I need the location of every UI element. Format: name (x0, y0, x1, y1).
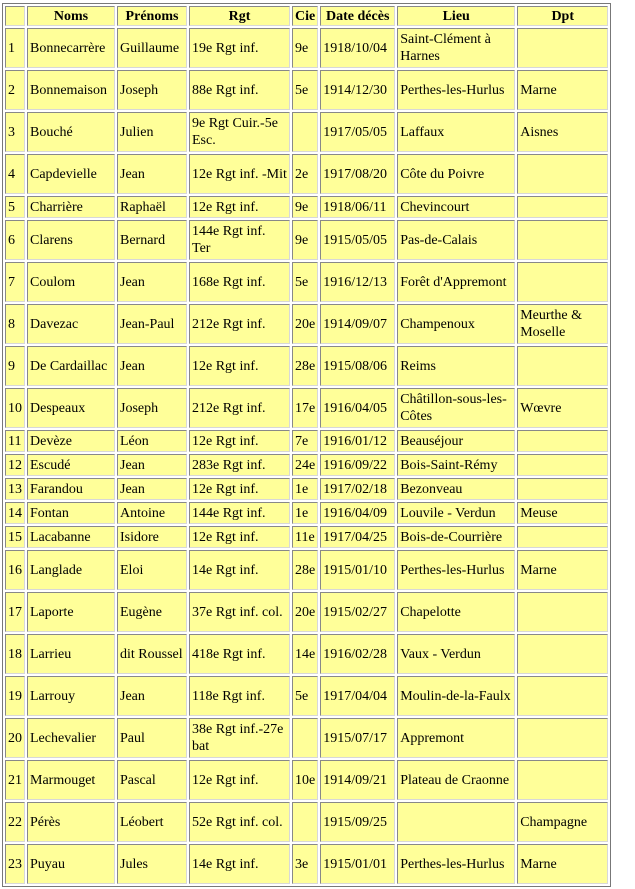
row-number: 20 (5, 718, 25, 758)
compagnie-cell: 14e (292, 634, 318, 674)
date-deces-cell: 1915/01/10 (320, 550, 395, 590)
lieu-cell: Reims (397, 346, 515, 386)
date-deces-cell: 1917/04/25 (320, 526, 395, 548)
table-row (5, 28, 608, 68)
prenom-cell: Jean (117, 454, 187, 476)
nom-cell: Capdevielle (27, 154, 115, 194)
nom-cell: De Cardaillac (27, 346, 115, 386)
lieu-cell: Chapelotte (397, 592, 515, 632)
prenom-cell: Joseph (117, 388, 187, 428)
compagnie-cell: 7e (292, 430, 318, 452)
date-deces-cell: 1915/05/05 (320, 220, 395, 260)
departement-cell: Meuse (517, 502, 608, 524)
nom-cell: Fontan (27, 502, 115, 524)
regiment-cell: 52e Rgt inf. col. (189, 802, 290, 842)
date-deces-cell: 1916/09/22 (320, 454, 395, 476)
table-row (5, 478, 608, 500)
table-body (5, 28, 608, 884)
date-deces-cell: 1917/08/20 (320, 154, 395, 194)
date-deces-cell: 1914/09/21 (320, 760, 395, 800)
prenom-cell: Guillaume (117, 28, 187, 68)
compagnie-cell: 24e (292, 454, 318, 476)
prenom-cell: Jean (117, 478, 187, 500)
table-row (5, 388, 608, 428)
col-header-number (5, 6, 25, 26)
row-number: 18 (5, 634, 25, 674)
date-deces-cell: 1918/06/11 (320, 196, 395, 218)
nom-cell: Lechevalier (27, 718, 115, 758)
table-row (5, 802, 608, 842)
regiment-cell: 12e Rgt inf. -Mit (189, 154, 290, 194)
regiment-cell: 144e Rgt inf. Ter (189, 220, 290, 260)
date-deces-cell: 1915/02/27 (320, 592, 395, 632)
lieu-cell: Beauséjour (397, 430, 515, 452)
compagnie-cell: 20e (292, 592, 318, 632)
col-header-prenoms: Prénoms (117, 6, 187, 26)
prenom-cell: Julien (117, 112, 187, 152)
table-row (5, 454, 608, 476)
departement-cell (517, 592, 608, 632)
row-number: 12 (5, 454, 25, 476)
prenom-cell: Jean (117, 676, 187, 716)
row-number: 11 (5, 430, 25, 452)
regiment-cell: 19e Rgt inf. (189, 28, 290, 68)
row-number: 15 (5, 526, 25, 548)
departement-cell (517, 526, 608, 548)
prenom-cell: Jean-Paul (117, 304, 187, 344)
row-number: 17 (5, 592, 25, 632)
date-deces-cell: 1916/12/13 (320, 262, 395, 302)
row-number: 16 (5, 550, 25, 590)
regiment-cell: 212e Rgt inf. (189, 304, 290, 344)
lieu-cell: Perthes-les-Hurlus (397, 844, 515, 884)
regiment-cell: 12e Rgt inf. (189, 430, 290, 452)
compagnie-cell: 9e (292, 220, 318, 260)
row-number: 6 (5, 220, 25, 260)
table-row (5, 304, 608, 344)
prenom-cell: Jean (117, 346, 187, 386)
regiment-cell: 14e Rgt inf. (189, 550, 290, 590)
lieu-cell: Bois-Saint-Rémy (397, 454, 515, 476)
compagnie-cell: 1e (292, 502, 318, 524)
nom-cell: Charrière (27, 196, 115, 218)
nom-cell: Farandou (27, 478, 115, 500)
date-deces-cell: 1917/02/18 (320, 478, 395, 500)
departement-cell (517, 346, 608, 386)
lieu-cell: Plateau de Craonne (397, 760, 515, 800)
prenom-cell: Joseph (117, 70, 187, 110)
departement-cell (517, 478, 608, 500)
lieu-cell: Moulin-de-la-Faulx (397, 676, 515, 716)
row-number: 19 (5, 676, 25, 716)
table-row (5, 112, 608, 152)
regiment-cell: 212e Rgt inf. (189, 388, 290, 428)
departement-cell: Aisnes (517, 112, 608, 152)
lieu-cell: Louvile - Verdun (397, 502, 515, 524)
compagnie-cell: 9e (292, 28, 318, 68)
prenom-cell: Jean (117, 154, 187, 194)
regiment-cell: 12e Rgt inf. (189, 196, 290, 218)
departement-cell (517, 634, 608, 674)
regiment-cell: 418e Rgt inf. (189, 634, 290, 674)
compagnie-cell (292, 112, 318, 152)
prenom-cell: Paul (117, 718, 187, 758)
departement-cell (517, 676, 608, 716)
date-deces-cell: 1916/04/09 (320, 502, 395, 524)
departement-cell (517, 262, 608, 302)
departement-cell (517, 430, 608, 452)
departement-cell: Marne (517, 70, 608, 110)
compagnie-cell: 17e (292, 388, 318, 428)
col-header-date-deces: Date décès (320, 6, 395, 26)
row-number: 9 (5, 346, 25, 386)
compagnie-cell: 10e (292, 760, 318, 800)
nom-cell: Davezac (27, 304, 115, 344)
date-deces-cell: 1917/05/05 (320, 112, 395, 152)
prenom-cell: Raphaël (117, 196, 187, 218)
nom-cell: Escudé (27, 454, 115, 476)
table-row (5, 262, 608, 302)
regiment-cell: 14e Rgt inf. (189, 844, 290, 884)
prenom-cell: Antoine (117, 502, 187, 524)
date-deces-cell: 1915/01/01 (320, 844, 395, 884)
regiment-cell: 12e Rgt inf. (189, 760, 290, 800)
table-row (5, 346, 608, 386)
lieu-cell: Appremont (397, 718, 515, 758)
lieu-cell: Champenoux (397, 304, 515, 344)
col-header-noms: Noms (27, 6, 115, 26)
table-row (5, 526, 608, 548)
row-number: 21 (5, 760, 25, 800)
nom-cell: Laporte (27, 592, 115, 632)
header-row (5, 6, 608, 26)
table-row (5, 196, 608, 218)
regiment-cell: 38e Rgt inf.-27e bat (189, 718, 290, 758)
departement-cell (517, 454, 608, 476)
compagnie-cell: 28e (292, 346, 318, 386)
nom-cell: Larrieu (27, 634, 115, 674)
lieu-cell: Laffaux (397, 112, 515, 152)
row-number: 1 (5, 28, 25, 68)
regiment-cell: 88e Rgt inf. (189, 70, 290, 110)
date-deces-cell: 1917/04/04 (320, 676, 395, 716)
col-header-cie: Cie (292, 6, 318, 26)
table-row (5, 430, 608, 452)
table-row (5, 718, 608, 758)
nom-cell: Larrouy (27, 676, 115, 716)
nom-cell: Devèze (27, 430, 115, 452)
date-deces-cell: 1915/08/06 (320, 346, 395, 386)
nom-cell: Coulom (27, 262, 115, 302)
compagnie-cell: 9e (292, 196, 318, 218)
compagnie-cell (292, 718, 318, 758)
departement-cell (517, 760, 608, 800)
row-number: 23 (5, 844, 25, 884)
prenom-cell: Jean (117, 262, 187, 302)
casualty-table (2, 3, 611, 887)
departement-cell: Champagne (517, 802, 608, 842)
prenom-cell: Léon (117, 430, 187, 452)
lieu-cell: Perthes-les-Hurlus (397, 550, 515, 590)
compagnie-cell: 28e (292, 550, 318, 590)
regiment-cell: 168e Rgt inf. (189, 262, 290, 302)
lieu-cell: Bois-de-Courrière (397, 526, 515, 548)
departement-cell (517, 196, 608, 218)
table-row (5, 592, 608, 632)
date-deces-cell: 1916/02/28 (320, 634, 395, 674)
row-number: 2 (5, 70, 25, 110)
col-header-lieu: Lieu (397, 6, 515, 26)
regiment-cell: 144e Rgt inf. (189, 502, 290, 524)
date-deces-cell: 1916/04/05 (320, 388, 395, 428)
compagnie-cell: 5e (292, 70, 318, 110)
compagnie-cell: 2e (292, 154, 318, 194)
lieu-cell: Châtillon-sous-les-Côtes (397, 388, 515, 428)
table-row (5, 676, 608, 716)
departement-cell (517, 718, 608, 758)
lieu-cell: Saint-Clément à Harnes (397, 28, 515, 68)
date-deces-cell: 1915/09/25 (320, 802, 395, 842)
compagnie-cell: 11e (292, 526, 318, 548)
lieu-cell: Perthes-les-Hurlus (397, 70, 515, 110)
regiment-cell: 118e Rgt inf. (189, 676, 290, 716)
date-deces-cell: 1918/10/04 (320, 28, 395, 68)
nom-cell: Pérès (27, 802, 115, 842)
departement-cell: Marne (517, 550, 608, 590)
lieu-cell (397, 802, 515, 842)
date-deces-cell: 1915/07/17 (320, 718, 395, 758)
nom-cell: Despeaux (27, 388, 115, 428)
regiment-cell: 12e Rgt inf. (189, 478, 290, 500)
compagnie-cell: 5e (292, 676, 318, 716)
compagnie-cell (292, 802, 318, 842)
nom-cell: Bonnemaison (27, 70, 115, 110)
table-row (5, 760, 608, 800)
row-number: 4 (5, 154, 25, 194)
nom-cell: Bouché (27, 112, 115, 152)
lieu-cell: Vaux - Verdun (397, 634, 515, 674)
prenom-cell: Bernard (117, 220, 187, 260)
row-number: 22 (5, 802, 25, 842)
prenom-cell: Isidore (117, 526, 187, 548)
departement-cell: Marne (517, 844, 608, 884)
row-number: 8 (5, 304, 25, 344)
nom-cell: Bonnecarrère (27, 28, 115, 68)
prenom-cell: Léobert (117, 802, 187, 842)
departement-cell: Wœvre (517, 388, 608, 428)
regiment-cell: 283e Rgt inf. (189, 454, 290, 476)
prenom-cell: Pascal (117, 760, 187, 800)
compagnie-cell: 20e (292, 304, 318, 344)
table-row (5, 502, 608, 524)
date-deces-cell: 1916/01/12 (320, 430, 395, 452)
row-number: 13 (5, 478, 25, 500)
prenom-cell: Jules (117, 844, 187, 884)
row-number: 14 (5, 502, 25, 524)
prenom-cell: Eugène (117, 592, 187, 632)
compagnie-cell: 3e (292, 844, 318, 884)
nom-cell: Langlade (27, 550, 115, 590)
prenom-cell: Eloi (117, 550, 187, 590)
regiment-cell: 12e Rgt inf. (189, 526, 290, 548)
compagnie-cell: 1e (292, 478, 318, 500)
departement-cell (517, 220, 608, 260)
date-deces-cell: 1914/09/07 (320, 304, 395, 344)
row-number: 5 (5, 196, 25, 218)
table-row (5, 154, 608, 194)
departement-cell: Meurthe & Moselle (517, 304, 608, 344)
departement-cell (517, 154, 608, 194)
date-deces-cell: 1914/12/30 (320, 70, 395, 110)
lieu-cell: Forêt d'Appremont (397, 262, 515, 302)
col-header-rgt: Rgt (189, 6, 290, 26)
table-row (5, 550, 608, 590)
table-row (5, 220, 608, 260)
lieu-cell: Côte du Poivre (397, 154, 515, 194)
table-row (5, 634, 608, 674)
lieu-cell: Chevincourt (397, 196, 515, 218)
regiment-cell: 37e Rgt inf. col. (189, 592, 290, 632)
lieu-cell: Bezonveau (397, 478, 515, 500)
departement-cell (517, 28, 608, 68)
nom-cell: Marmouget (27, 760, 115, 800)
nom-cell: Lacabanne (27, 526, 115, 548)
prenom-cell: dit Roussel (117, 634, 187, 674)
lieu-cell: Pas-de-Calais (397, 220, 515, 260)
nom-cell: Puyau (27, 844, 115, 884)
row-number: 10 (5, 388, 25, 428)
regiment-cell: 12e Rgt inf. (189, 346, 290, 386)
nom-cell: Clarens (27, 220, 115, 260)
regiment-cell: 9e Rgt Cuir.-5e Esc. (189, 112, 290, 152)
table-row (5, 70, 608, 110)
compagnie-cell: 5e (292, 262, 318, 302)
row-number: 3 (5, 112, 25, 152)
row-number: 7 (5, 262, 25, 302)
table-row (5, 844, 608, 884)
col-header-dpt: Dpt (517, 6, 608, 26)
